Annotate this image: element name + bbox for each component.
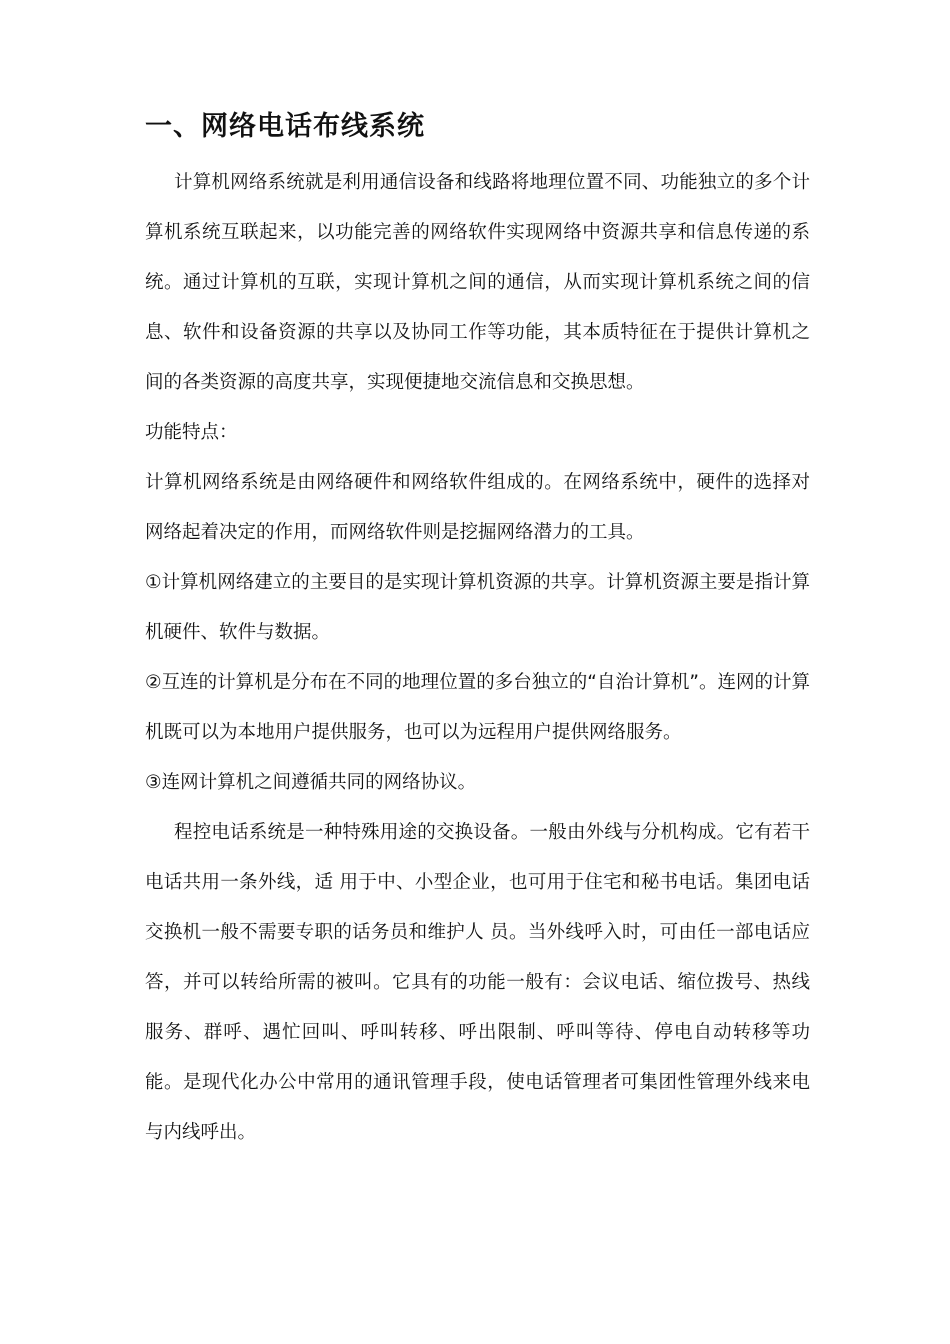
section-heading: 一、网络电话布线系统 — [145, 111, 425, 142]
paragraph-features-label: 功能特点： — [145, 422, 238, 443]
paragraph-point-2: ②互连的计算机是分布在不同的地理位置的多台独立的“自治计算机”。连网的计算机既可以为本地用户提供服务，也可以为远程用户提供网络服务。 — [145, 672, 810, 743]
paragraph-point-1: ①计算机网络建立的主要目的是实现计算机资源的共享。计算机资源主要是指计算机硬件、软件与数据。 — [145, 572, 810, 643]
paragraph-hardware-software: 计算机网络系统是由网络硬件和网络软件组成的。在网络系统中，硬件的选择对网络起着决定的作用，而网络软件则是挖掘网络潜力的工具。 — [145, 472, 810, 543]
paragraph-pbx-system: 程控电话系统是一种特殊用途的交换设备。一般由外线与分机构成。它有若干电话共用一条外线，适 用于中、小型企业，也可用于住宅和秘书电话。集团电话交换机一般不需要专职的话务员和维护人 员。当外线呼入时，可由任一部电话应答，并可以转给所需的被叫。它具有的功能一般有：会议电话、缩位拨号、热线服务、群呼、遇忙回叫、呼叫转移、呼出限制、呼叫等待、停电自动转移等功能。是现代化办公中常用的通讯管理手段，使电话管理者可集团性管理外线来电与内线呼出。 — [145, 822, 810, 1143]
paragraph-network-definition: 计算机网络系统就是利用通信设备和线路将地理位置不同、功能独立的多个计算机系统互联起来，以功能完善的网络软件实现网络中资源共享和信息传递的系统。通过计算机的互联，实现计算机之间的通信，从而实现计算机系统之间的信息、软件和设备资源的共享以及协同工作等功能，其本质特征在于提供计算机之间的各类资源的高度共享，实现便捷地交流信息和交换思想。 — [145, 172, 810, 393]
paragraph-point-3: ③连网计算机之间遵循共同的网络协议。 — [145, 772, 477, 793]
document-page — [145, 100, 810, 1158]
